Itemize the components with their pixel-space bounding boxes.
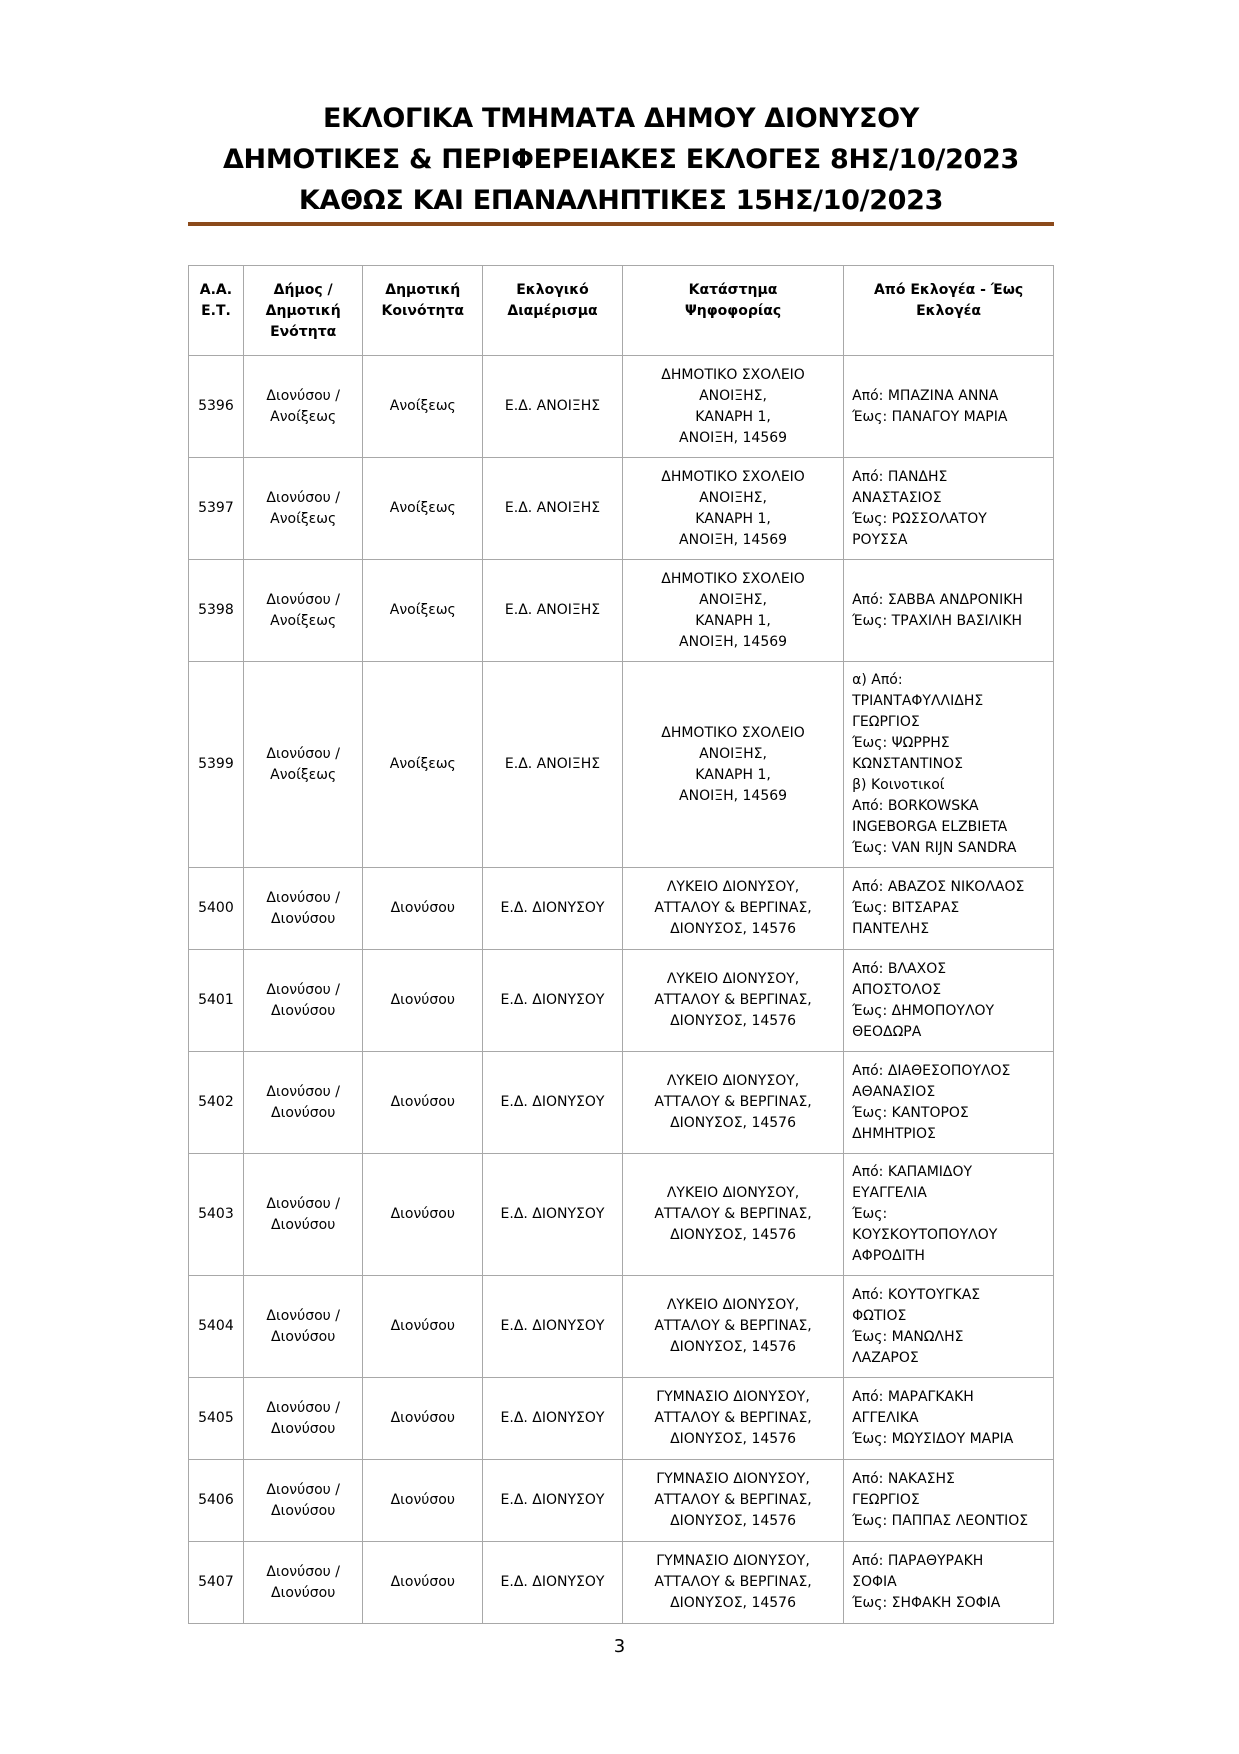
cell-ekloges: α) Από: ΤΡΙΑΝΤΑΦΥΛΛΙΔΗΣ ΓΕΩΡΓΙΟΣ Έως: ΨΩΡΡΗΣ ΚΩΝΣΤΑΝΤΙΝΟΣ β) Κοινοτικοί Από: BORKOWSKA INGEBORGA ELZBIETA Έως: VAN RIJN SANDRA — [844, 662, 1054, 868]
cell-koinotita: Διονύσου — [363, 1378, 483, 1460]
cell-aa: 5397 — [189, 458, 244, 560]
page-number: 3 — [613, 1636, 626, 1657]
table-row — [189, 662, 1054, 868]
cell-diamerisma: Ε.Δ. ΑΝΟΙΞΗΣ — [483, 662, 623, 868]
cell-ekloges: Από: ΜΠΑΖΙΝΑ ΑΝΝΑ Έως: ΠΑΝΑΓΟΥ ΜΑΡΙΑ — [844, 356, 1054, 458]
table-row — [189, 1378, 1054, 1460]
table-row — [189, 868, 1054, 950]
cell-diamerisma: Ε.Δ. ΑΝΟΙΞΗΣ — [483, 458, 623, 560]
table-row — [189, 560, 1054, 662]
table-row — [189, 458, 1054, 560]
cell-ekloges: Από: ΠΑΝΔΗΣ ΑΝΑΣΤΑΣΙΟΣ Έως: ΡΩΣΣΟΛΑΤΟΥ ΡΟΥΣΣΑ — [844, 458, 1054, 560]
cell-aa: 5402 — [189, 1052, 244, 1154]
cell-aa: 5403 — [189, 1154, 244, 1276]
header-diamerisma: Εκλογικό Διαμέρισμα — [483, 266, 623, 356]
title-line-2: ΔΗΜΟΤΙΚΕΣ & ΠΕΡΙΦΕΡΕΙΑΚΕΣ ΕΚΛΟΓΕΣ 8ΗΣ/10/2023 — [222, 144, 1020, 175]
cell-diamerisma: Ε.Δ. ΔΙΟΝΥΣΟΥ — [483, 1378, 623, 1460]
cell-koinotita: Διονύσου — [363, 1276, 483, 1378]
cell-dimos: Διονύσου / Διονύσου — [243, 1276, 363, 1378]
cell-aa: 5396 — [189, 356, 244, 458]
header-ekloges: Από Εκλογέα - Έως Εκλογέα — [844, 266, 1054, 356]
cell-aa: 5400 — [189, 868, 244, 950]
cell-dimos: Διονύσου / Διονύσου — [243, 1052, 363, 1154]
cell-aa: 5405 — [189, 1378, 244, 1460]
cell-katastima: ΔΗΜΟΤΙΚΟ ΣΧΟΛΕΙΟ ΑΝΟΙΞΗΣ, ΚΑΝΑΡΗ 1, ΑΝΟΙΞΗ, 14569 — [622, 458, 843, 560]
cell-katastima: ΓΥΜΝΑΣΙΟ ΔΙΟΝΥΣΟΥ, ΑΤΤΑΛΟΥ & ΒΕΡΓΙΝΑΣ, ΔΙΟΝΥΣΟΣ, 14576 — [622, 1460, 843, 1542]
cell-katastima: ΔΗΜΟΤΙΚΟ ΣΧΟΛΕΙΟ ΑΝΟΙΞΗΣ, ΚΑΝΑΡΗ 1, ΑΝΟΙΞΗ, 14569 — [622, 560, 843, 662]
cell-diamerisma: Ε.Δ. ΔΙΟΝΥΣΟΥ — [483, 1154, 623, 1276]
cell-katastima: ΔΗΜΟΤΙΚΟ ΣΧΟΛΕΙΟ ΑΝΟΙΞΗΣ, ΚΑΝΑΡΗ 1, ΑΝΟΙΞΗ, 14569 — [622, 662, 843, 868]
cell-koinotita: Ανοίξεως — [363, 356, 483, 458]
title-divider — [188, 222, 1054, 226]
cell-dimos: Διονύσου / Ανοίξεως — [243, 560, 363, 662]
table-row — [189, 950, 1054, 1052]
header-koinotita: Δημοτική Κοινότητα — [363, 266, 483, 356]
cell-diamerisma: Ε.Δ. ΔΙΟΝΥΣΟΥ — [483, 868, 623, 950]
cell-diamerisma: Ε.Δ. ΔΙΟΝΥΣΟΥ — [483, 1276, 623, 1378]
cell-dimos: Διονύσου / Διονύσου — [243, 868, 363, 950]
header-katastima: Κατάστημα Ψηφοφορίας — [622, 266, 843, 356]
cell-dimos: Διονύσου / Διονύσου — [243, 1542, 363, 1624]
cell-diamerisma: Ε.Δ. ΑΝΟΙΞΗΣ — [483, 356, 623, 458]
cell-katastima: ΔΗΜΟΤΙΚΟ ΣΧΟΛΕΙΟ ΑΝΟΙΞΗΣ, ΚΑΝΑΡΗ 1, ΑΝΟΙΞΗ, 14569 — [622, 356, 843, 458]
cell-koinotita: Διονύσου — [363, 950, 483, 1052]
cell-koinotita: Ανοίξεως — [363, 458, 483, 560]
table-row — [189, 356, 1054, 458]
cell-katastima: ΛΥΚΕΙΟ ΔΙΟΝΥΣΟΥ, ΑΤΤΑΛΟΥ & ΒΕΡΓΙΝΑΣ, ΔΙΟΝΥΣΟΣ, 14576 — [622, 950, 843, 1052]
table-row — [189, 1154, 1054, 1276]
cell-ekloges: Από: ΒΛΑΧΟΣ ΑΠΟΣΤΟΛΟΣ Έως: ΔΗΜΟΠΟΥΛΟΥ ΘΕΟΔΩΡΑ — [844, 950, 1054, 1052]
polling-sections-table — [188, 265, 1054, 1624]
cell-diamerisma: Ε.Δ. ΔΙΟΝΥΣΟΥ — [483, 1052, 623, 1154]
cell-dimos: Διονύσου / Διονύσου — [243, 1378, 363, 1460]
table-body — [189, 356, 1054, 1624]
cell-koinotita: Διονύσου — [363, 1460, 483, 1542]
cell-aa: 5398 — [189, 560, 244, 662]
cell-aa: 5404 — [189, 1276, 244, 1378]
cell-katastima: ΛΥΚΕΙΟ ΔΙΟΝΥΣΟΥ, ΑΤΤΑΛΟΥ & ΒΕΡΓΙΝΑΣ, ΔΙΟΝΥΣΟΣ, 14576 — [622, 868, 843, 950]
cell-dimos: Διονύσου / Διονύσου — [243, 950, 363, 1052]
cell-ekloges: Από: ΔΙΑΘΕΣΟΠΟΥΛΟΣ ΑΘΑΝΑΣΙΟΣ Έως: ΚΑΝΤΟΡΟΣ ΔΗΜΗΤΡΙΟΣ — [844, 1052, 1054, 1154]
cell-koinotita: Διονύσου — [363, 1052, 483, 1154]
table-header-row — [189, 266, 1054, 356]
cell-dimos: Διονύσου / Ανοίξεως — [243, 458, 363, 560]
cell-koinotita: Διονύσου — [363, 868, 483, 950]
cell-diamerisma: Ε.Δ. ΔΙΟΝΥΣΟΥ — [483, 1460, 623, 1542]
title-line-1: ΕΚΛΟΓΙΚΑ ΤΜΗΜΑΤΑ ΔΗΜΟΥ ΔΙΟΝΥΣΟΥ — [323, 103, 919, 134]
cell-ekloges: Από: ΝΑΚΑΣΗΣ ΓΕΩΡΓΙΟΣ Έως: ΠΑΠΠΑΣ ΛΕΟΝΤΙΟΣ — [844, 1460, 1054, 1542]
table-row — [189, 1542, 1054, 1624]
cell-diamerisma: Ε.Δ. ΔΙΟΝΥΣΟΥ — [483, 950, 623, 1052]
document-title — [188, 98, 1054, 221]
cell-ekloges: Από: ΠΑΡΑΘΥΡΑΚΗ ΣΟΦΙΑ Έως: ΣΗΦΑΚΗ ΣΟΦΙΑ — [844, 1542, 1054, 1624]
cell-diamerisma: Ε.Δ. ΑΝΟΙΞΗΣ — [483, 560, 623, 662]
cell-aa: 5407 — [189, 1542, 244, 1624]
table-row — [189, 1052, 1054, 1154]
title-line-3: ΚΑΘΩΣ ΚΑΙ ΕΠΑΝΑΛΗΠΤΙΚΕΣ 15ΗΣ/10/2023 — [298, 185, 944, 216]
cell-ekloges: Από: ΚΟΥΤΟΥΓΚΑΣ ΦΩΤΙΟΣ Έως: ΜΑΝΩΛΗΣ ΛΑΖΑΡΟΣ — [844, 1276, 1054, 1378]
cell-katastima: ΛΥΚΕΙΟ ΔΙΟΝΥΣΟΥ, ΑΤΤΑΛΟΥ & ΒΕΡΓΙΝΑΣ, ΔΙΟΝΥΣΟΣ, 14576 — [622, 1154, 843, 1276]
cell-koinotita: Διονύσου — [363, 1154, 483, 1276]
cell-ekloges: Από: ΣΑΒΒΑ ΑΝΔΡΟΝΙΚΗ Έως: ΤΡΑΧΙΛΗ ΒΑΣΙΛΙΚΗ — [844, 560, 1054, 662]
cell-ekloges: Από: ΑΒΑΖΟΣ ΝΙΚΟΛΑΟΣ Έως: ΒΙΤΣΑΡΑΣ ΠΑΝΤΕΛΗΣ — [844, 868, 1054, 950]
table-row — [189, 1460, 1054, 1542]
cell-katastima: ΛΥΚΕΙΟ ΔΙΟΝΥΣΟΥ, ΑΤΤΑΛΟΥ & ΒΕΡΓΙΝΑΣ, ΔΙΟΝΥΣΟΣ, 14576 — [622, 1052, 843, 1154]
cell-aa: 5401 — [189, 950, 244, 1052]
cell-ekloges: Από: ΚΑΠΑΜΙΔΟΥ ΕΥΑΓΓΕΛΙΑ Έως: ΚΟΥΣΚΟΥΤΟΠΟΥΛΟΥ ΑΦΡΟΔΙΤΗ — [844, 1154, 1054, 1276]
cell-diamerisma: Ε.Δ. ΔΙΟΝΥΣΟΥ — [483, 1542, 623, 1624]
cell-dimos: Διονύσου / Ανοίξεως — [243, 662, 363, 868]
cell-ekloges: Από: ΜΑΡΑΓΚΑΚΗ ΑΓΓΕΛΙΚΑ Έως: ΜΩΥΣΙΔΟΥ ΜΑΡΙΑ — [844, 1378, 1054, 1460]
cell-aa: 5399 — [189, 662, 244, 868]
cell-dimos: Διονύσου / Διονύσου — [243, 1460, 363, 1542]
cell-koinotita: Διονύσου — [363, 1542, 483, 1624]
cell-katastima: ΓΥΜΝΑΣΙΟ ΔΙΟΝΥΣΟΥ, ΑΤΤΑΛΟΥ & ΒΕΡΓΙΝΑΣ, ΔΙΟΝΥΣΟΣ, 14576 — [622, 1378, 843, 1460]
cell-aa: 5406 — [189, 1460, 244, 1542]
cell-koinotita: Ανοίξεως — [363, 560, 483, 662]
cell-katastima: ΓΥΜΝΑΣΙΟ ΔΙΟΝΥΣΟΥ, ΑΤΤΑΛΟΥ & ΒΕΡΓΙΝΑΣ, ΔΙΟΝΥΣΟΣ, 14576 — [622, 1542, 843, 1624]
cell-dimos: Διονύσου / Διονύσου — [243, 1154, 363, 1276]
cell-koinotita: Ανοίξεως — [363, 662, 483, 868]
cell-dimos: Διονύσου / Ανοίξεως — [243, 356, 363, 458]
table-row — [189, 1276, 1054, 1378]
header-aa: Α.Α. Ε.Τ. — [189, 266, 244, 356]
header-dimos: Δήμος / Δημοτική Ενότητα — [243, 266, 363, 356]
cell-katastima: ΛΥΚΕΙΟ ΔΙΟΝΥΣΟΥ, ΑΤΤΑΛΟΥ & ΒΕΡΓΙΝΑΣ, ΔΙΟΝΥΣΟΣ, 14576 — [622, 1276, 843, 1378]
